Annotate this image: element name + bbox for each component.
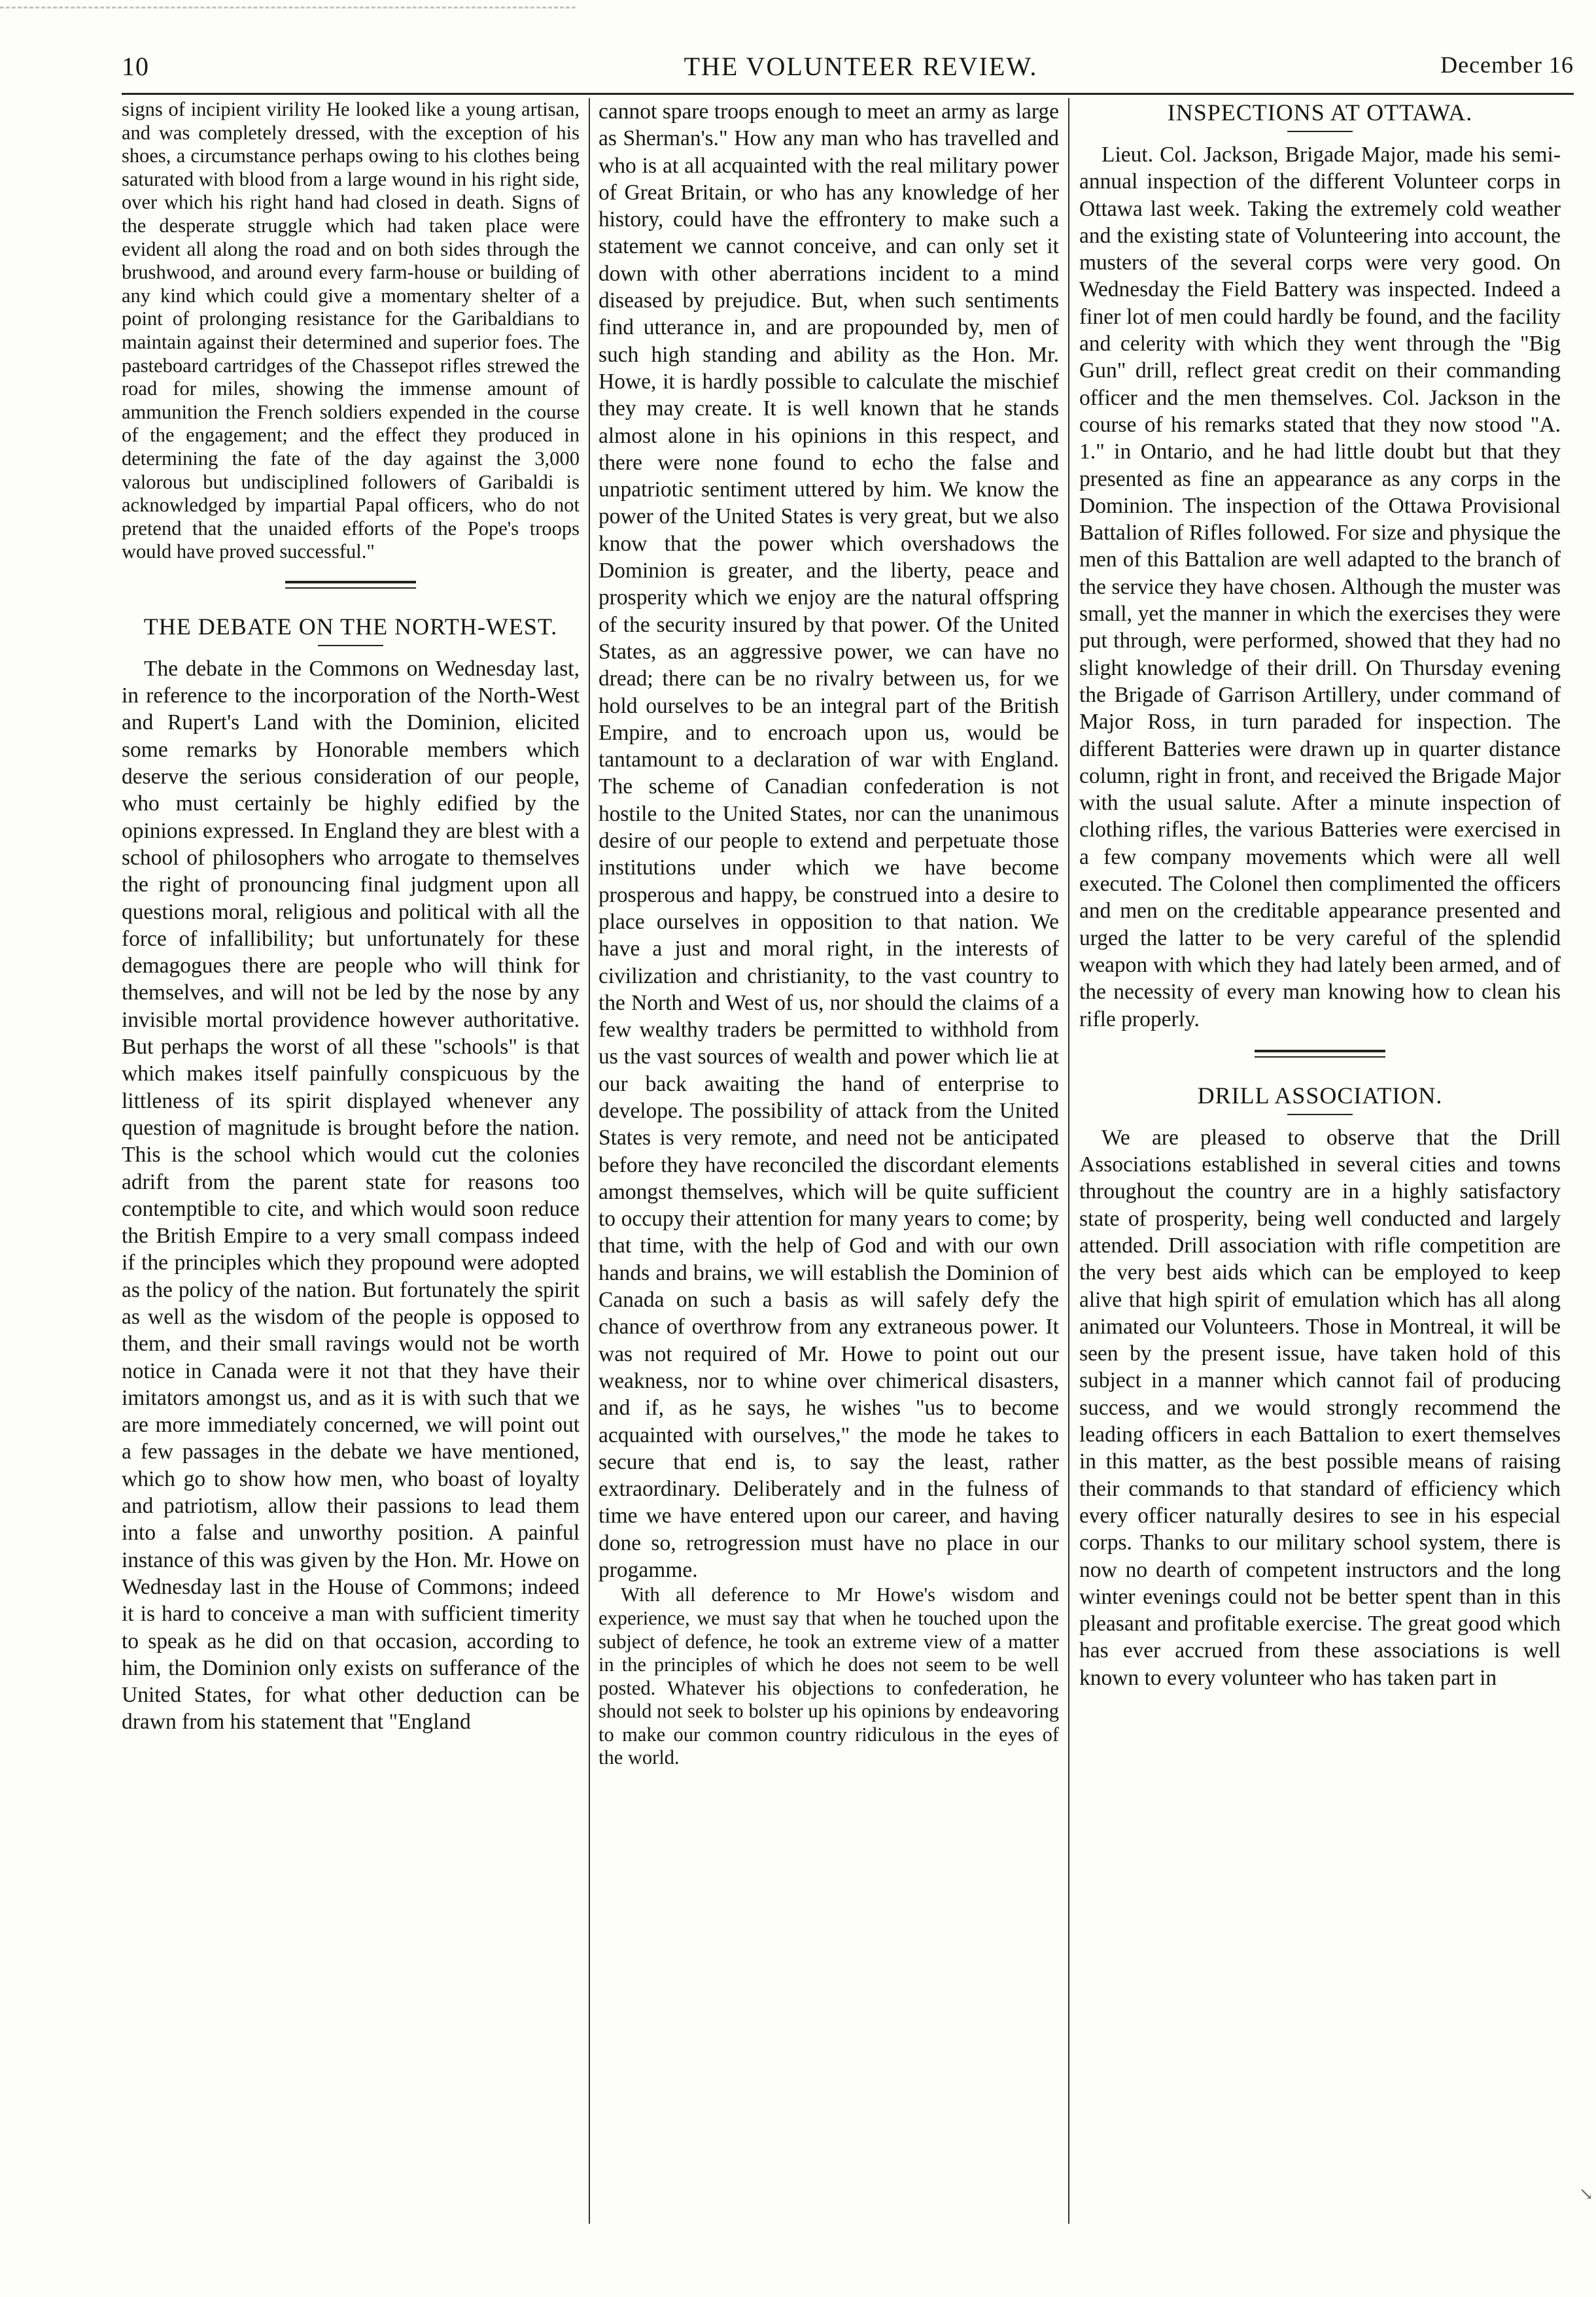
issue-date: December 16 [1440,52,1574,78]
article-heading-debate: THE DEBATE ON THE NORTH-WEST. [143,613,558,640]
heading-rule [1287,1114,1353,1115]
column-1 [122,98,580,2230]
article-heading-drill: DRILL ASSOCIATION. [1197,1082,1443,1109]
masthead-title: THE VOLUNTEER REVIEW. [684,52,1038,81]
continued-article-text: signs of incipient virility He looked like a young artisan, and was completely dressed, with the exception of his shoes, a circumstance perhaps owing to his clothes being saturated with blood from a large wound in his right side, over which his right hand had closed in death. Signs of the desperate struggle which had taken place were evident all along the road and on both sides through the brushwood, and around every farm-house or building of any kind which could give a momentary shelter of a point of prolonging resistance for the Garibaldians to maintain against their determined and superior foes. The pasteboard cartridges of the Chassepot rifles strewed the road for miles, showing the immense amount of ammunition the French soldiers expended in the course of the engagement; and the effect they produced in determining the fate of the day against the 3,000 valorous but undisciplined followers of Garibaldi is acknowledged by impartial Papal officers, who do not pretend that the unaided efforts of the Pope's troops would have proved successful." [122,98,580,563]
article-body-debate-small: With all deference to Mr Howe's wisdom and experience, we must say that when he touched upon the subject of defence, he took an extreme view of a matter in the principles of which he does not seem to be well posted. Whatever his objections to confederation, he should not seek to bolster up his opinions by endeavoring to make our common country ridiculous in the eyes of the world. [598,1583,1059,1769]
column-2 [598,98,1059,2230]
page-header [122,51,1574,84]
page-number: 10 [122,52,149,81]
header-rule [122,93,1574,95]
heading-rule [1287,131,1353,132]
article-divider [1255,1050,1385,1058]
heading-rule [318,645,383,646]
column-rule [589,98,590,2224]
article-heading-inspections: INSPECTIONS AT OTTAWA. [1167,99,1473,126]
column-rule [1068,98,1069,2224]
article-divider [285,581,416,589]
scan-artifact [0,7,576,14]
article-body-inspections: Lieut. Col. Jackson, Brigade Major, made his semi-annual inspection of the different Volunteer corps in Ottawa last week. Taking the extremely cold weather and the existing state of Volunteering into account, the musters of the several corps were very good. On Wednesday the Field Battery was inspected. Indeed a finer lot of men could hardly be found, and the facility and celerity with which they went through the "Big Gun" drill, reflect great credit on their commanding officer and the men themselves. Col. Jackson in the course of his remarks stated that they now stood "A. 1." in Ontario, and he had little doubt but that they presented as fine an appearance as any corps in the Dominion. The inspection of the Ottawa Provisional Battalion of Rifles followed. For size and physique the men of this Battalion are well adapted to the branch of the service they have chosen. Although the muster was small, yet the manner in which the exercises they were put through, were performed, showed that they had no slight knowledge of their drill. On Thursday evening the Brigade of Garrison Artillery, under command of Major Ross, in turn paraded for inspection. The different Batteries were drawn up in quarter distance column, right in front, and received the Brigade Major with the usual salute. After a minute inspection of clothing rifles, the various Batteries were exercised in a few company movements which were all well executed. The Colonel then complimented the officers and men on the creditable appearance presented and urged the latter to be very careful of the splendid weapon with which they had lately been armed, and of the necessity of every man knowing how to clean his rifle properly. [1079,143,1561,1031]
margin-mark: ↘ [1579,2185,1593,2203]
article-body-debate-continued: cannot spare troops enough to meet an army as large as Sherman's." How any man who has travelled and who is at all acquainted with the real military power of Great Britain, or who has any knowledge of her history, could have the effrontery to make such a statement we cannot conceive, and can only set it down with other aberrations incident to a mind diseased by prejudice. But, when such sentiments find utterance in, and are propounded by, men of such high standing and ability as the Hon. Mr. Howe, it is hardly possible to calculate the mischief they may create. It is well known that he stands almost alone in his opinions in this respect, and there were none found to echo the false and unpatriotic sentiment uttered by him. We know the power of the United States is very great, but we also know that the power which overshadows the Dominion is greater, and the liberty, peace and prosperity which we enjoy are the natural offspring of the security insured by that power. Of the United States, as an aggressive power, we can have no dread; there can be no rivalry between us, for we hold ourselves to be an integral part of the British Empire, and to encroach upon us, would be tantamount to a declaration of war with England. The scheme of Canadian confederation is not hostile to the United States, nor can the unanimous desire of our people to extend and perpetuate those institutions under which we have become prosperous and happy, be construed into a desire to place ourselves in opposition to that nation. We have a just and moral right, in the interests of civilization and christianity, to the vast country to the North and West of us, nor should the claims of a few wealthy traders be permitted to withhold from us the vast sources of wealth and power which lie at our back awaiting the hand of enterprise to develope. The possibility of attack from the United States is very remote, and need not be anticipated before they have reconciled the discordant elements amongst themselves, which will be quite sufficient to occupy their attention for many years to come; by that time, with the help of God and with our own hands and brains, we will establish the Dominion of Canada on such a basis as will safely defy the chance of overthrow from any extraneous power. It was not required of Mr. Howe to point out our weakness, nor to whine over chimerical disasters, and if, as he says, he wishes "us to become acquainted with ourselves," the mode he takes to secure that end is, to say the least, rather extraordinary. Deliberately and in the fulness of time we have entered upon our career, and having done so, retrogression must have no place in our progamme. [598,99,1059,1583]
article-body-debate: The debate in the Commons on Wednesday last, in reference to the incorporation of the North-West and Rupert's Land with the Dominion, elicited some remarks by Honorable members which deserve the serious consideration of our people, who must certainly be highly edified by the opinions expressed. In England they are blest with a school of philosophers who arrogate to themselves the right of pronouncing final judgment upon all questions moral, religious and political with all the force of infallibility; but unfortunately for these demagogues there are people who will think for themselves, and will not be led by the nose by any invisible mortal providence however authoritative. But perhaps the worst of all these "schools" is that which makes itself painfully conspicuous by the littleness of its spirit displayed whenever any question of magnitude is brought before the nation. This is the school which would cut the colonies adrift from the parent state for reasons too contemptible to cite, and which would soon reduce the British Empire to a very small compass indeed if the principles which they propound were adopted as the policy of the nation. But fortunately the spirit as well as the wisdom of the people is opposed to them, and their small ravings would not be worth notice in Canada were it not that they have their imitators amongst us, and as it is with such that we are more immediately concerned, we will point out a few passages in the debate we have mentioned, which go to show how men, who boast of loyalty and patriotism, allow their passions to lead them into a false and unworthy position. A painful instance of this was given by the Hon. Mr. Howe on Wednesday last in the House of Commons; indeed it is hard to conceive a man with sufficient timerity to speak as he did on that occasion, according to him, the Dominion only exists on sufferance of the United States, for what other deduction can be drawn from his statement that "England [122,656,580,1735]
column-3 [1079,98,1561,2230]
article-body-drill: We are pleased to observe that the Drill Associations established in several cities and towns throughout the country are in a highly satisfactory state of prosperity, being well conducted and largely attended. Drill association with rifle competition are the very best aids which can be employed to keep alive that high spirit of emulation which has all along animated our Volunteers. Those in Montreal, it will be seen by the present issue, have taken hold of this subject in a manner which cannot fail of producing success, and we would strongly recommend the leading officers in each Battalion to exert themselves in this matter, as the best possible means of raising their commands to that standard of efficiency which every officer naturally desires to see in his especial corps. Thanks to our military school system, there is now no dearth of competent instructors and the long winter evenings could not be better spent than in this pleasant and profitable exercise. The great good which has ever accrued from these associations is well known to every volunteer who has taken part in [1079,1125,1561,1690]
